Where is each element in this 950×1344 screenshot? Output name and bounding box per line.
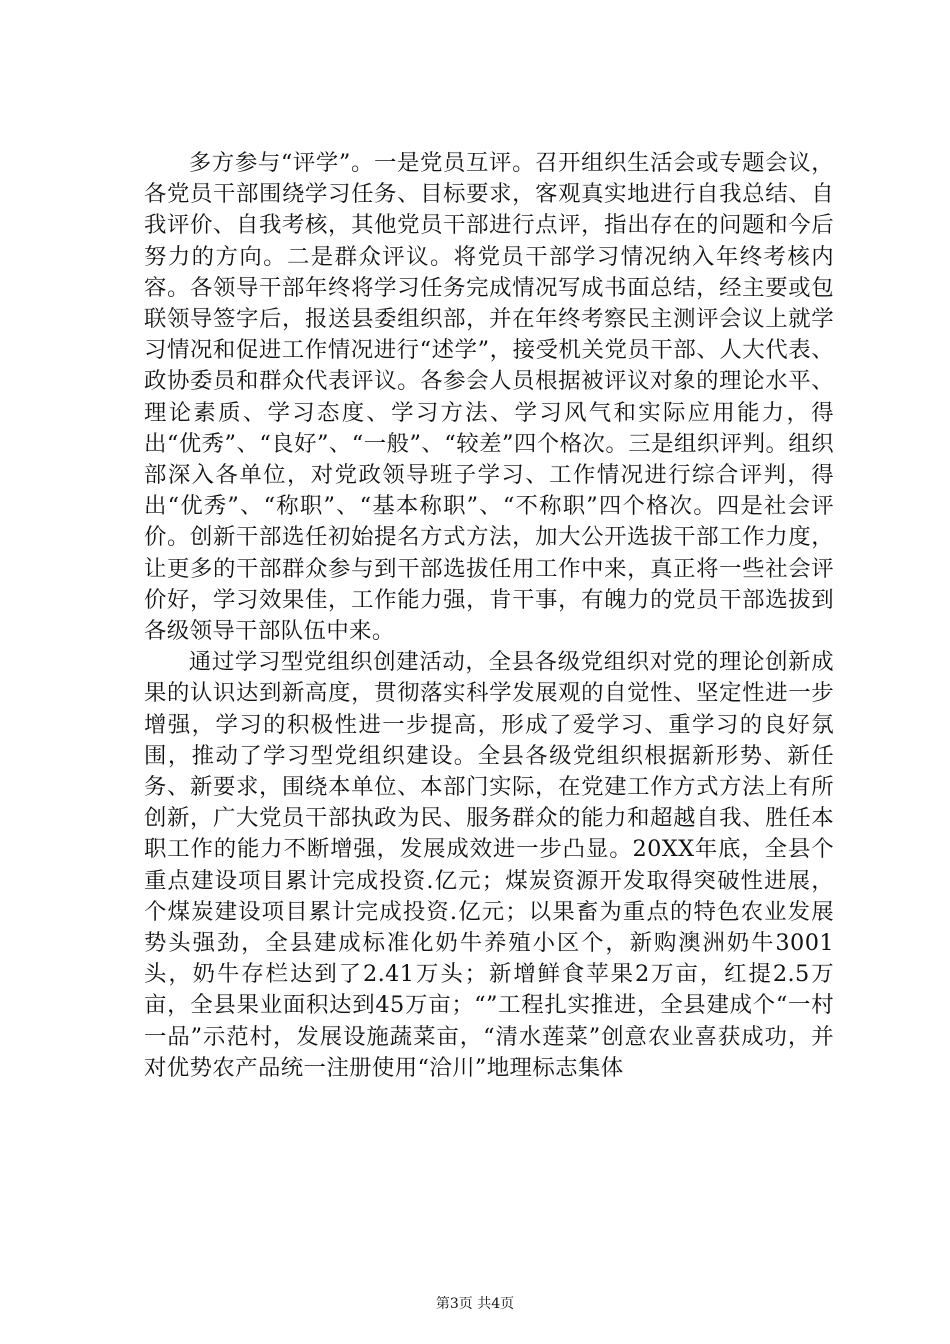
paragraph-achievements: 通过学习型党组织创建活动，全县各级党组织对党的理论创新成果的认识达到新高度，贯彻落实科学发展观的自觉性、坚定性进一步增强，学习的积极性进一步提高，形成了爱学习、重学习的良好氛围，推动了学习型党组织建设。全县各级党组织根据新形势、新任务、新要求，围绕本单位、本部门实际，在党建工作方式方法上有所创新，广大党员干部执政为民、服务群众的能力和超越自我、胜任本职工作的能力不断增强，发展成效进一步凸显。20XX年底，全县个重点建设项目累计完成投资.亿元；煤炭资源开发取得突破性进展，个煤炭建设项目累计完成投资.亿元；以果畜为重点的特色农业发展势头强劲，全县建成标准化奶牛养殖小区个，新购澳洲奶牛3001头，奶牛存栏达到了2.41万头；新增鲜食苹果2万亩，红提2.5万亩，全县果业面积达到45万亩；“”工程扎实推进，全县建成个“一村一品”示范村，发展设施蔬菜亩，“清水莲菜”创意农业喜获成功，并对优势农产品统一注册使用“洽川”地理标志集体 — [144, 649, 834, 1081]
paragraph-evaluation: 多方参与“评学”。一是党员互评。召开组织生活会或专题会议，各党员干部围绕学习任务、目标要求，客观真实地进行自我总结、自我评价、自我考核，其他党员干部进行点评，指出存在的问题和今后努力的方向。二是群众评议。将党员干部学习情况纳入年终考核内容。各领导干部年终将学习任务完成情况写成书面总结，经主要或包联领导签字后，报送县委组织部，并在年终考察民主测评会议上就学习情况和促进工作情况进行“述学”，接受机关党员干部、人大代表、政协委员和群众代表评议。各参会人员根据被评议对象的理论水平、理论素质、学习态度、学习方法、学习风气和实际应用能力，得出“优秀”、“良好”、“一般”、“较差”四个格次。三是组织评判。组织部深入各单位，对党政领导班子学习、工作情况进行综合评判，得出“优秀”、“称职”、“基本称职”、“不称职”四个格次。四是社会评价。创新干部选任初始提名方式方法，加大公开选拔干部工作力度，让更多的干部群众参与到干部选拔任用工作中来，真正将一些社会评价好，学习效果佳，工作能力强，肯干事，有魄力的党员干部选拔到各级领导干部队伍中来。 — [144, 150, 834, 645]
body-text — [144, 148, 834, 1084]
page-footer: 第3页 共4页 — [435, 1296, 515, 1312]
